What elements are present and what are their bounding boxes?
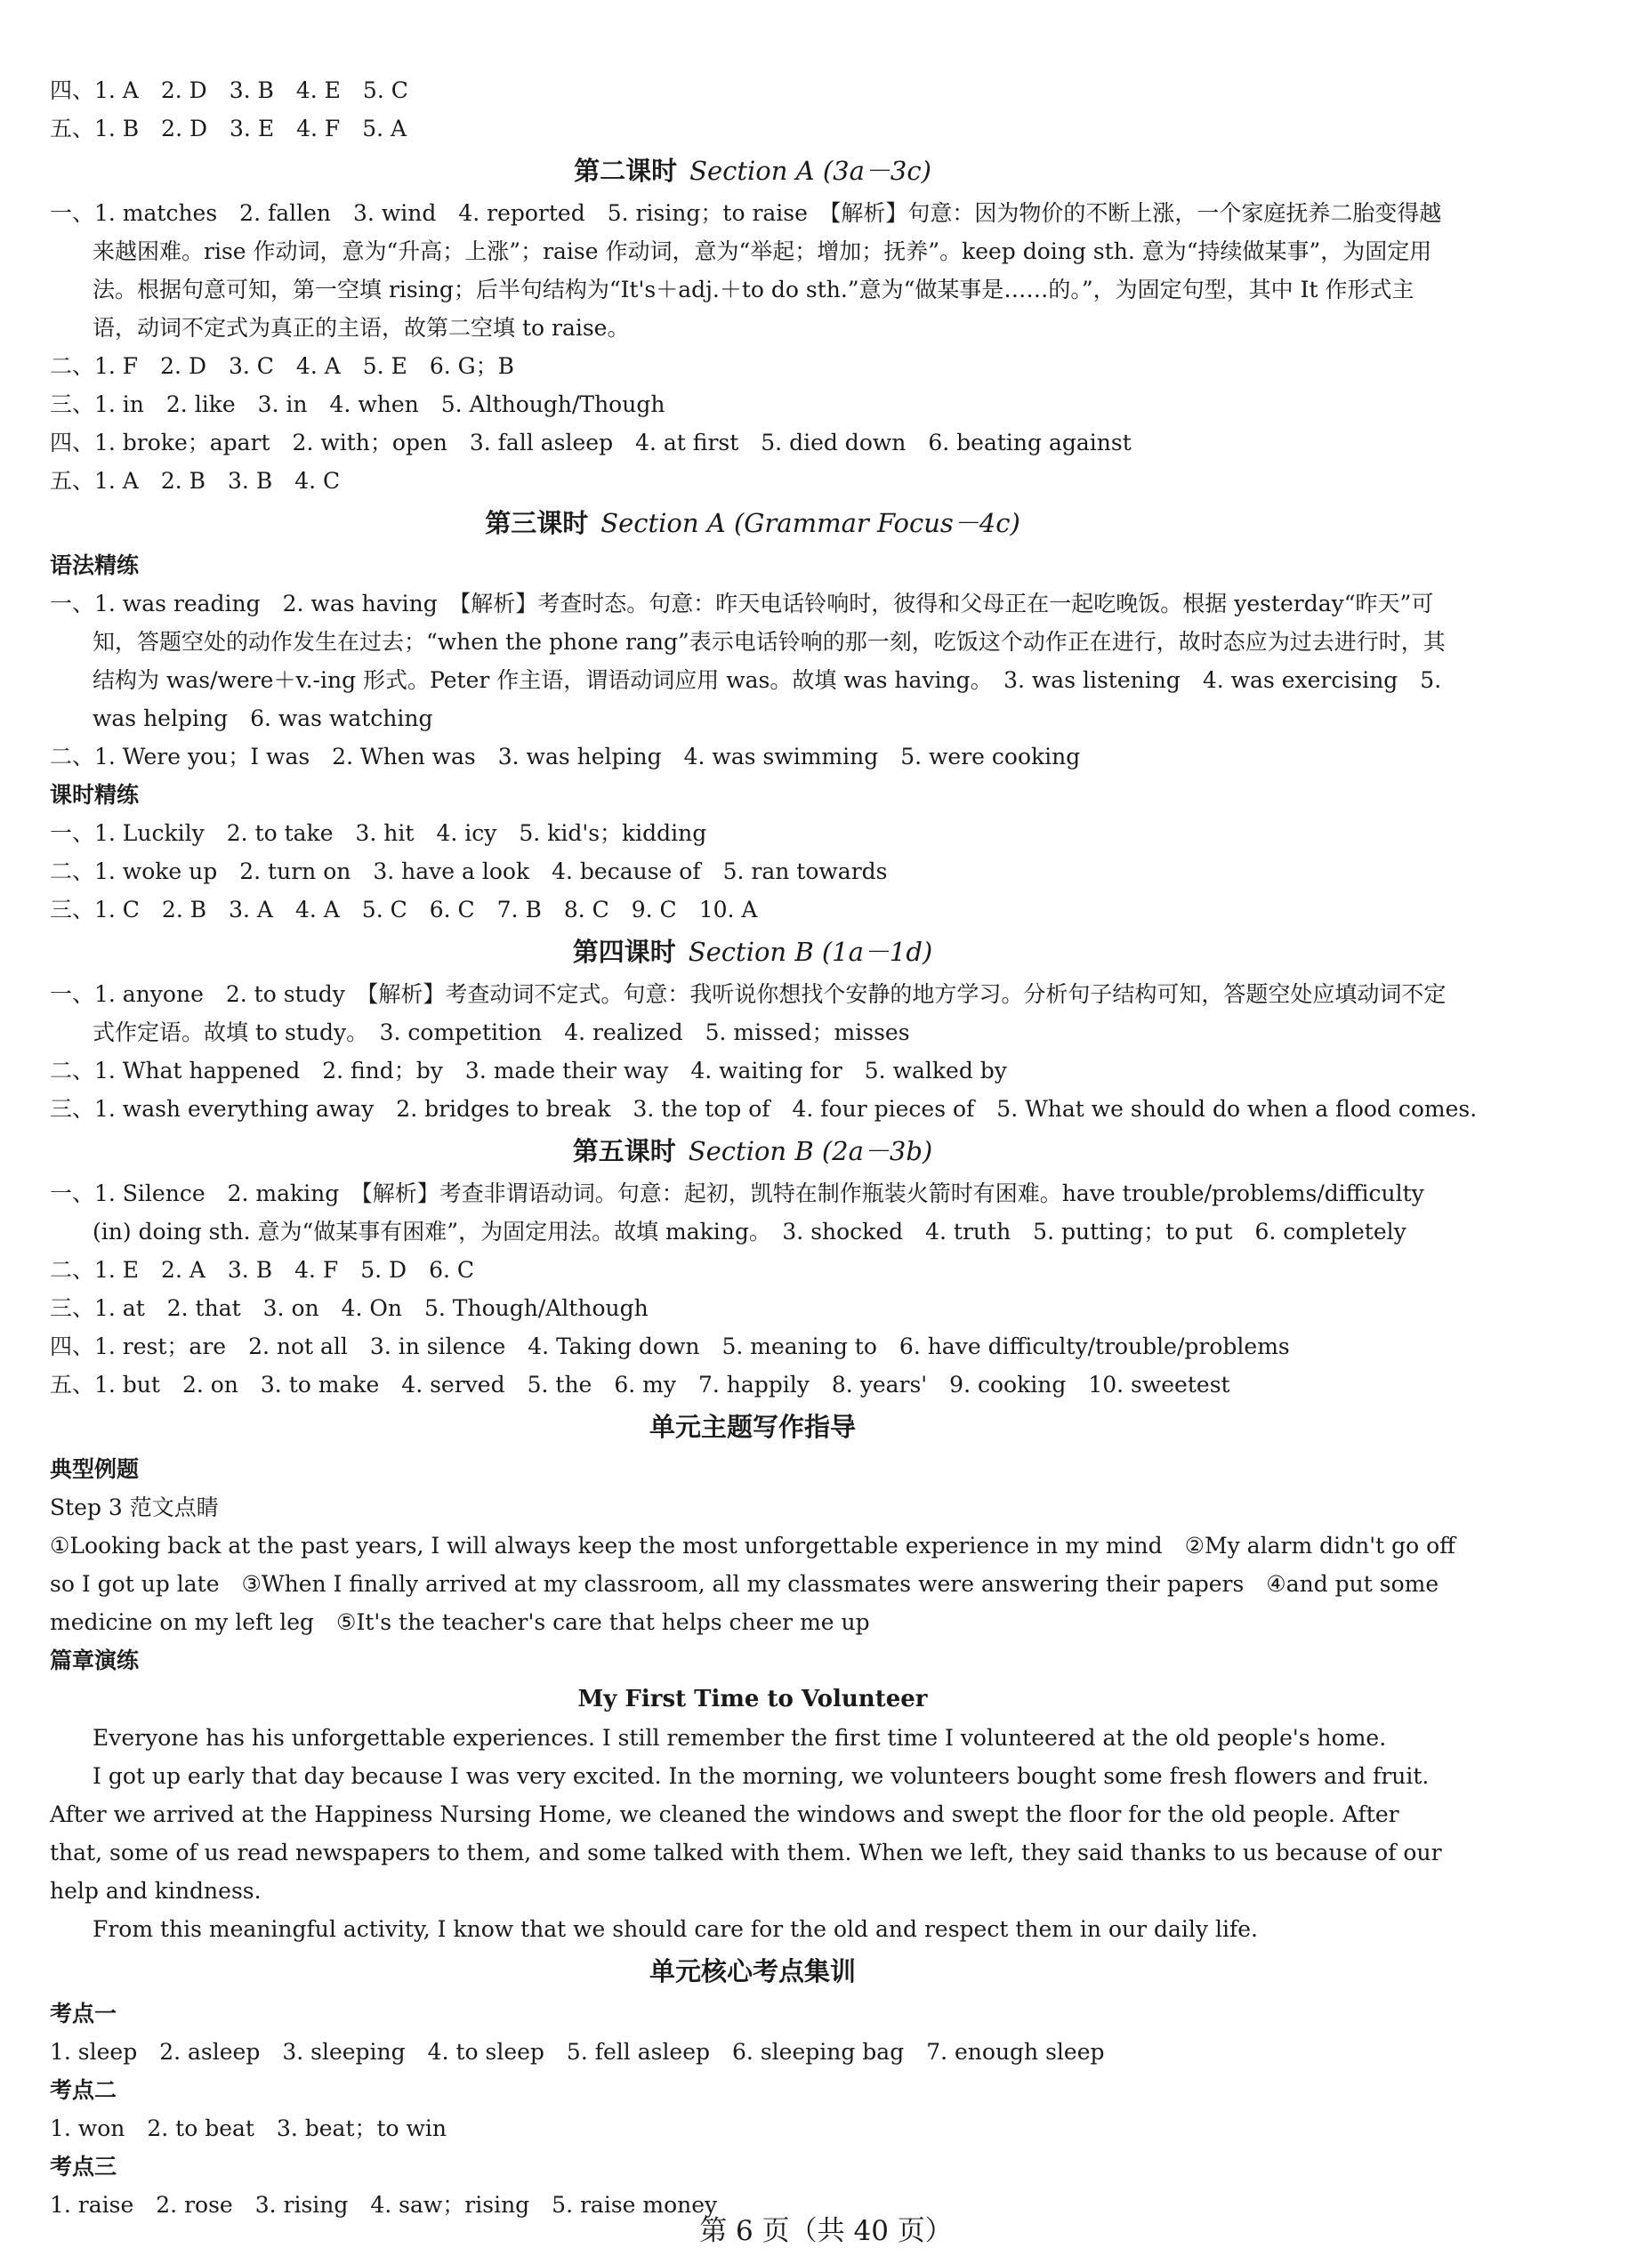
lesson-heading bbox=[50, 1128, 1455, 1174]
answer-paragraph: 一、1. anyone 2. to study 【解析】考查动词不定式。句意：我听说你想找个安静的地方学习。分析句子结构可知，答题空处应填动词不定式作定语。故填 to study。 3. competition 4. realized 5. missed；misses bbox=[50, 981, 1447, 1045]
subsection-title: 典型例题 bbox=[50, 1456, 140, 1482]
answer-paragraph: 一、1. Silence 2. making 【解析】考查非谓语动词。句意：起初，凯特在制作瓶装火箭时有困难。have trouble/problems/difficulty (in) doing sth. 意为“做某事有困难”，为固定用法。故填 making。 3. shocked 4. truth 5. putting；to put 6. completely bbox=[50, 1180, 1424, 1245]
section-heading: 单元核心考点集训 bbox=[649, 1956, 856, 1986]
answer-line: 三、1. C 2. B 3. A 4. A 5. C 6. C 7. B 8. C 9. C 10. A bbox=[50, 897, 758, 923]
answer-line: 三、1. wash everything away 2. bridges to break 3. the top of 4. four pieces of 5. What we should do when a flood comes. bbox=[50, 1096, 1478, 1122]
subsection-title: 篇章演练 bbox=[50, 1648, 140, 1673]
lesson-heading bbox=[50, 148, 1455, 194]
answer-line: 1. sleep 2. asleep 3. sleeping 4. to sleep 5. fell asleep 6. sleeping bag 7. enough sleep bbox=[50, 2039, 1105, 2065]
subsection-title: 语法精练 bbox=[50, 552, 140, 578]
section-heading: 单元主题写作指导 bbox=[649, 1412, 856, 1442]
subsection-title: 考点二 bbox=[50, 2077, 117, 2103]
lesson-title: 第四课时 bbox=[572, 937, 676, 967]
answer-line: 五、1. A 2. B 3. B 4. C bbox=[50, 468, 341, 494]
subsection-title: 课时精练 bbox=[50, 782, 140, 808]
page-number: 第 6 页（共 40 页） bbox=[699, 2215, 953, 2247]
lesson-section: Section A (Grammar Focus－4c) bbox=[600, 508, 1020, 538]
answer-line: 五、1. but 2. on 3. to make 4. served 5. the 6. my 7. happily 8. years' 9. cooking 10. sweetest bbox=[50, 1372, 1230, 1398]
answer-paragraph: 一、1. was reading 2. was having 【解析】考查时态。句意：昨天电话铃响时，彼得和父母正在一起吃晚饭。根据 yesterday“昨天”可知，答题空处的动作发生在过去；“when the phone rang”表示电话铃响的那一刻，吃饭这个动作正在进行，故时态应为过去进行时，其结构为 was/were＋v.-ing 形式。Peter 作主语，谓语动词应用 was。故填 was having。 3. was listening 4. was exercising 5. was helping 6. was watching bbox=[50, 591, 1446, 731]
answer-line: 一、1. Luckily 2. to take 3. hit 4. icy 5. kid's；kidding bbox=[50, 820, 707, 846]
answer-line: 二、1. woke up 2. turn on 3. have a look 4. because of 5. ran towards bbox=[50, 858, 888, 884]
answer-line: 五、1. B 2. D 3. E 4. F 5. A bbox=[50, 116, 407, 141]
answer-line: 二、1. E 2. A 3. B 4. F 5. D 6. C bbox=[50, 1257, 474, 1283]
essay-paragraph: Everyone has his unforgettable experiences. I still remember the first time I volunteered at the old people's home. bbox=[93, 1725, 1387, 1751]
essay-paragraph: From this meaningful activity, I know that we should care for the old and respect them in our daily life. bbox=[93, 1916, 1258, 1942]
essay-paragraph: I got up early that day because I was very excited. In the morning, we volunteers bought some fresh flowers and fruit. After we arrived at the Happiness Nursing Home, we cleaned the windows and swept the floor for the old people. After that, some of us read newspapers to them, and some talked with them. When we left, they said thanks to us because of our help and kindness. bbox=[50, 1763, 1442, 1904]
lesson-section: Section A (3a－3c) bbox=[689, 156, 931, 186]
lesson-section: Section B (2a－3b) bbox=[688, 1136, 933, 1166]
answer-line: 1. raise 2. rose 3. rising 4. saw；rising 5. raise money bbox=[50, 2192, 718, 2218]
answer-line: 二、1. What happened 2. find；by 3. made their way 4. waiting for 5. walked by bbox=[50, 1058, 1007, 1084]
answer-line: 二、1. F 2. D 3. C 4. A 5. E 6. G；B bbox=[50, 353, 514, 379]
answer-line: 1. won 2. to beat 3. beat；to win bbox=[50, 2115, 447, 2141]
lesson-section: Section B (1a－1d) bbox=[688, 937, 933, 967]
answer-page bbox=[50, 71, 1478, 2224]
answer-line: 四、1. A 2. D 3. B 4. E 5. C bbox=[50, 77, 408, 103]
answer-line: 三、1. at 2. that 3. on 4. On 5. Though/Although bbox=[50, 1295, 649, 1321]
answer-line: 四、1. rest；are 2. not all 3. in silence 4. Taking down 5. meaning to 6. have difficulty/trouble/problems bbox=[50, 1333, 1290, 1359]
step-label: Step 3 范文点睛 bbox=[50, 1495, 219, 1520]
essay-title: My First Time to Volunteer bbox=[577, 1686, 928, 1712]
answer-line: 三、1. in 2. like 3. in 4. when 5. Although/Though bbox=[50, 391, 665, 417]
lesson-title: 第五课时 bbox=[572, 1136, 676, 1166]
answer-line: 二、1. Were you；I was 2. When was 3. was helping 4. was swimming 5. were cooking bbox=[50, 744, 1081, 769]
lesson-heading bbox=[50, 929, 1455, 975]
lesson-title: 第二课时 bbox=[574, 156, 678, 186]
subsection-title: 考点三 bbox=[50, 2154, 117, 2179]
lesson-title: 第三课时 bbox=[485, 508, 589, 538]
subsection-title: 考点一 bbox=[50, 2001, 117, 2026]
answer-line: 四、1. broke；apart 2. with；open 3. fall asleep 4. at first 5. died down 6. beating against bbox=[50, 430, 1132, 455]
lesson-heading bbox=[50, 500, 1455, 546]
answer-paragraph: 一、1. matches 2. fallen 3. wind 4. reported 5. rising；to raise 【解析】句意：因为物价的不断上涨，一个家庭抚养二胎变得越来越困难。rise 作动词，意为“升高；上涨”；raise 作动词，意为“举起；增加；抚养”。keep doing sth. 意为“持续做某事”，为固定用法。根据句意可知，第一空填 rising；后半句结构为“It's＋adj.＋to do sth.”意为“做某事是……的。”，为固定句型，其中 It 作形式主语，动词不定式为真正的主语，故第二空填 to raise。 bbox=[50, 200, 1442, 341]
answer-paragraph: ①Looking back at the past years, I will always keep the most unforgettable experience in my mind ②My alarm didn't go off so I got up late ③When I finally arrived at my classroom, all my classmates were answering their papers ④and put some medicine on my left leg ⑤It's the teacher's care that helps cheer me up bbox=[50, 1533, 1455, 1635]
